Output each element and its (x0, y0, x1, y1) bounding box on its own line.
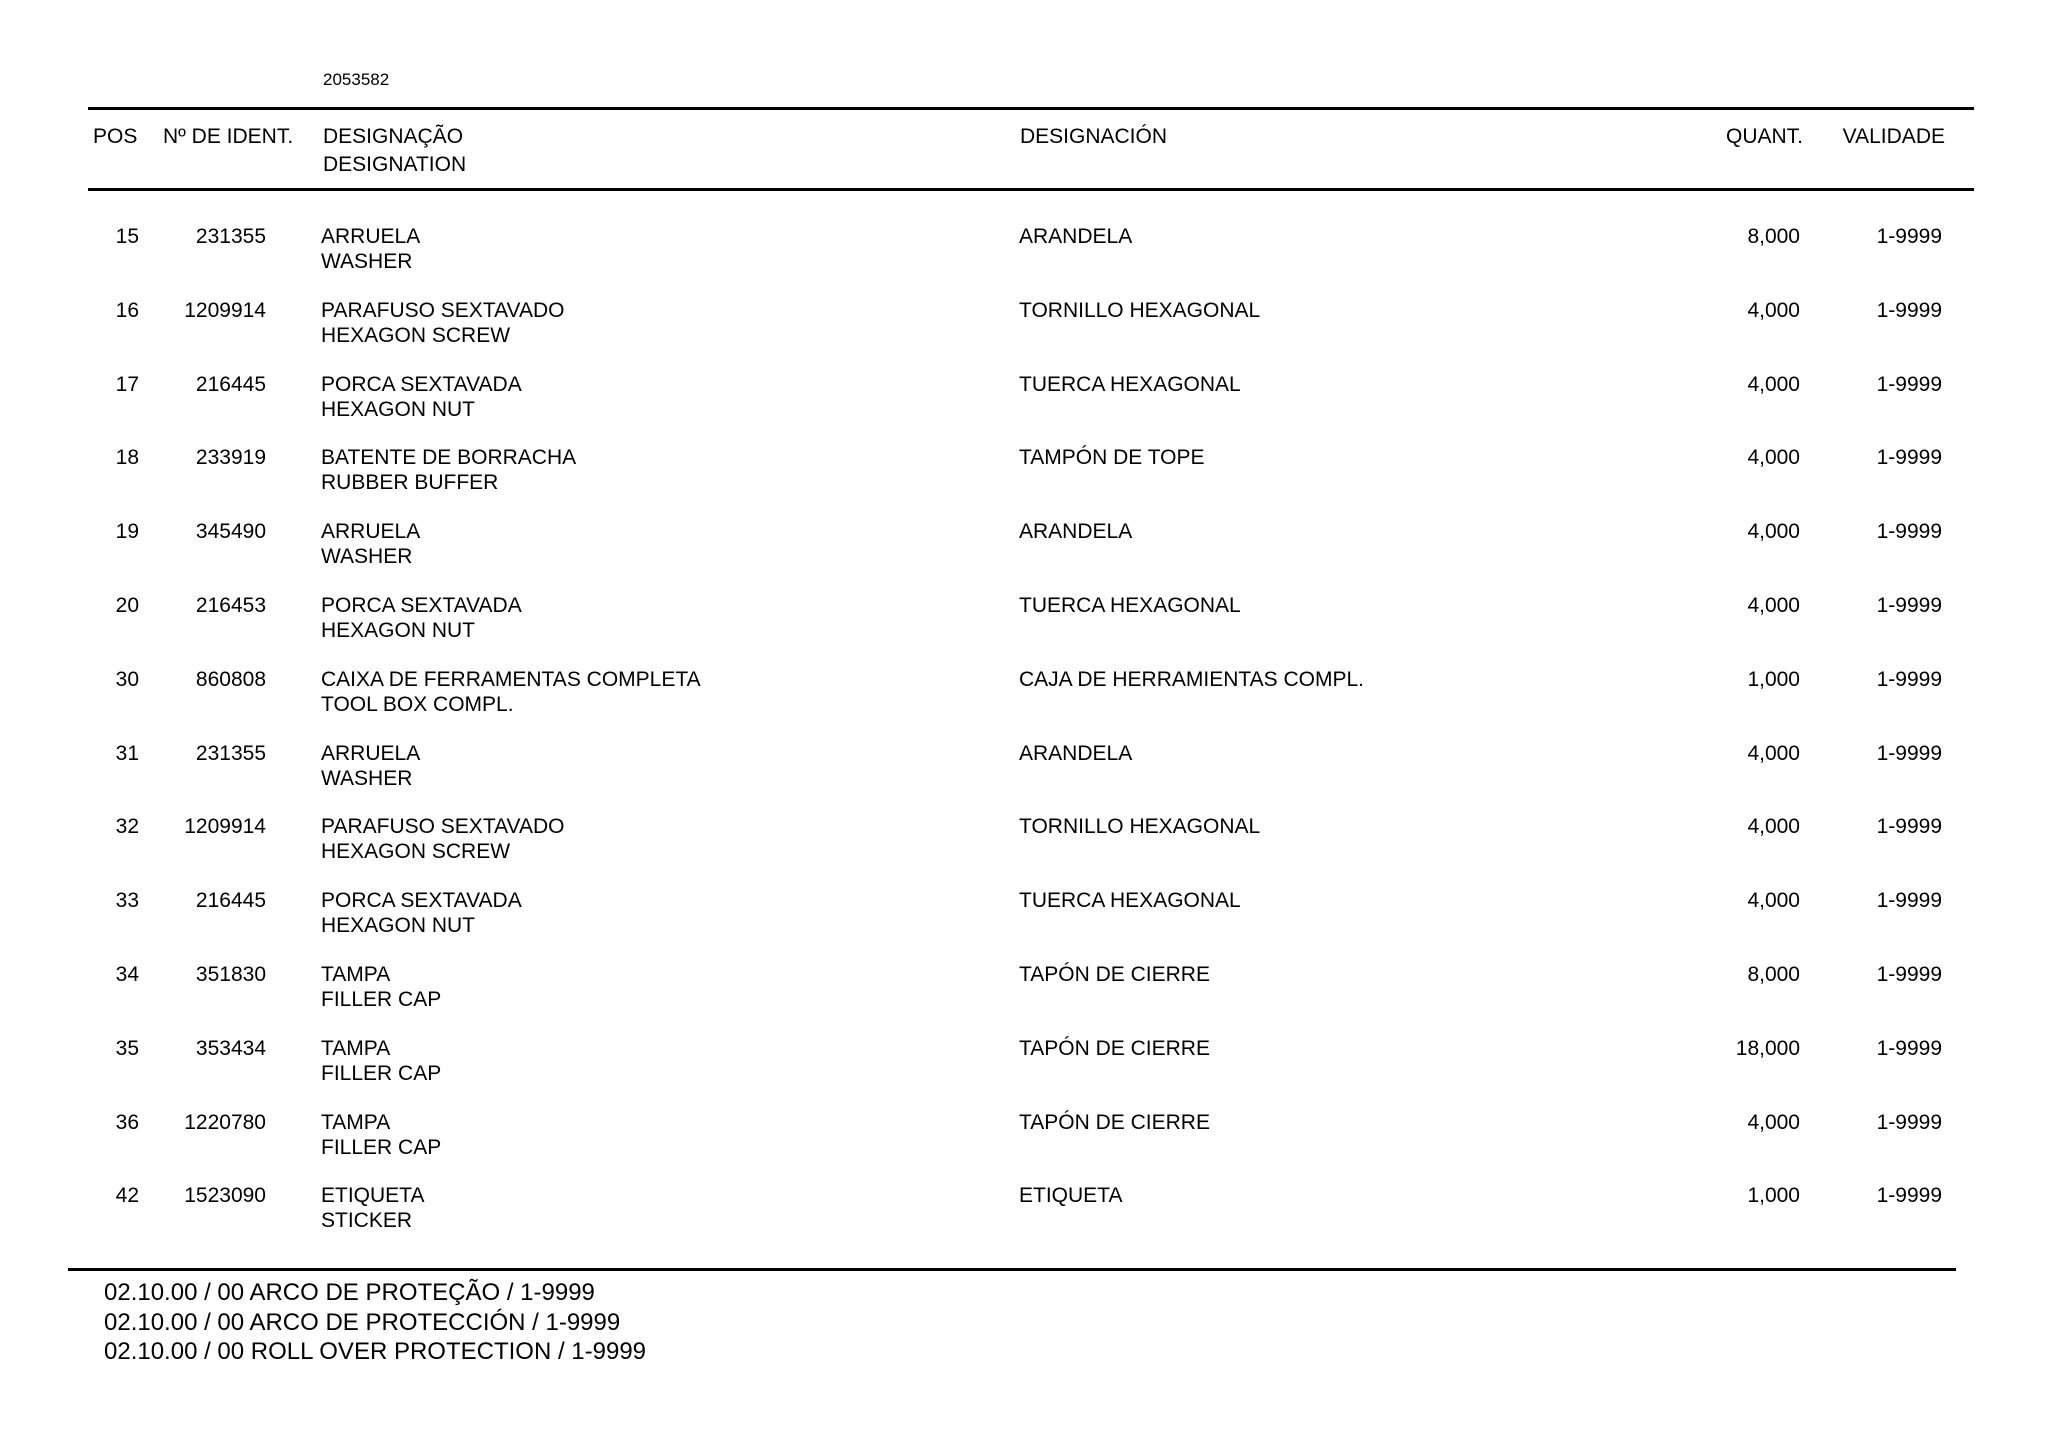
row-quantity: 18,000 (1735, 1036, 1800, 1060)
row-designacao-pt: TAMPA (321, 1110, 391, 1134)
row-designation-en: FILLER CAP (321, 1135, 442, 1159)
header-top-rule (88, 107, 1974, 110)
table-row (0, 814, 2048, 888)
row-designacao-pt: ARRUELA (321, 225, 421, 248)
row-pos: 15 (115, 225, 139, 248)
row-designation-en: HEXAGON SCREW (321, 323, 511, 347)
column-header-ident: Nº DE IDENT. (163, 125, 294, 148)
row-validity: 1-9999 (1876, 815, 1942, 839)
footer-line: 02.10.00 / 00 ARCO DE PROTECCIÓN / 1-9999 (104, 1308, 621, 1336)
row-designacion-es: ARANDELA (1019, 520, 1133, 544)
row-ident-number: 1523090 (184, 1184, 266, 1208)
row-designacion-es: TAMPÓN DE TOPE (1019, 446, 1205, 470)
row-designation-en: HEXAGON NUT (321, 914, 476, 938)
column-header-designacao (323, 123, 466, 179)
row-validity: 1-9999 (1876, 520, 1942, 544)
row-quantity: 8,000 (1747, 225, 1800, 248)
row-validity: 1-9999 (1876, 593, 1942, 617)
row-pos: 31 (115, 741, 139, 765)
table-row (0, 1036, 2048, 1110)
row-designacao-pt: CAIXA DE FERRAMENTAS COMPLETA (321, 667, 701, 691)
row-quantity: 8,000 (1747, 962, 1800, 986)
row-ident-number: 231355 (195, 225, 266, 248)
row-ident-number: 353434 (195, 1036, 266, 1060)
row-pos: 32 (115, 815, 139, 839)
row-designation-en: HEXAGON SCREW (321, 840, 511, 864)
row-ident-number: 345490 (195, 520, 266, 544)
row-designacion-es: TUERCA HEXAGONAL (1019, 593, 1241, 617)
row-quantity: 4,000 (1747, 1110, 1800, 1134)
row-designacion-es: CAJA DE HERRAMIENTAS COMPL. (1019, 667, 1365, 691)
row-ident-number: 1209914 (184, 815, 266, 839)
row-designacao-pt: PARAFUSO SEXTAVADO (321, 298, 565, 322)
row-designation-en: RUBBER BUFFER (321, 471, 499, 495)
table-row (0, 519, 2048, 593)
table-row (0, 298, 2048, 372)
column-header-designacao-pt: DESIGNAÇÃO (323, 125, 464, 148)
row-designacion-es: TUERCA HEXAGONAL (1019, 889, 1241, 913)
row-ident-number: 216453 (195, 593, 266, 617)
row-validity: 1-9999 (1876, 741, 1942, 765)
row-designacao-pt: PORCA SEXTAVADA (321, 593, 522, 617)
table-row (0, 372, 2048, 446)
row-designacion-es: TAPÓN DE CIERRE (1019, 1036, 1210, 1060)
row-validity: 1-9999 (1876, 1184, 1942, 1208)
row-designacao-pt: PORCA SEXTAVADA (321, 372, 522, 396)
document-number: 2053582 (323, 70, 390, 89)
header-bottom-rule (88, 188, 1974, 191)
row-pos: 35 (115, 1036, 139, 1060)
table-row (0, 445, 2048, 519)
row-designacion-es: TORNILLO HEXAGONAL (1019, 298, 1261, 322)
row-designation-en: WASHER (321, 250, 413, 273)
row-designacao-pt: ARRUELA (321, 741, 421, 765)
row-designation-en: TOOL BOX COMPL. (321, 692, 514, 716)
row-designacion-es: ETIQUETA (1019, 1184, 1123, 1208)
row-validity: 1-9999 (1876, 446, 1942, 470)
row-pos: 17 (115, 372, 139, 396)
row-pos: 20 (115, 593, 139, 617)
footer-line: 02.10.00 / 00 ARCO DE PROTEÇÃO / 1-9999 (104, 1279, 595, 1306)
table-row (0, 593, 2048, 667)
row-designacao-pt: PORCA SEXTAVADA (321, 889, 522, 913)
column-header-pos: POS (93, 125, 138, 148)
row-quantity: 4,000 (1747, 446, 1800, 470)
row-validity: 1-9999 (1876, 298, 1942, 322)
footer-rule (68, 1268, 1956, 1271)
column-header-designacion: DESIGNACIÓN (1020, 125, 1168, 148)
row-pos: 42 (115, 1184, 139, 1208)
column-header-quant: QUANT. (1725, 125, 1803, 148)
row-designacao-pt: BATENTE DE BORRACHA (321, 446, 577, 470)
footer-line: 02.10.00 / 00 ROLL OVER PROTECTION / 1-9999 (104, 1338, 647, 1365)
row-designacion-es: TAPÓN DE CIERRE (1019, 1110, 1210, 1134)
row-ident-number: 860808 (195, 667, 266, 691)
row-designacion-es: TUERCA HEXAGONAL (1019, 372, 1241, 396)
row-ident-number: 1209914 (184, 298, 266, 322)
row-designation-en: FILLER CAP (321, 987, 442, 1011)
row-ident-number: 1220780 (184, 1110, 266, 1134)
row-pos: 18 (115, 446, 139, 470)
row-quantity: 4,000 (1747, 593, 1800, 617)
row-pos: 19 (115, 520, 139, 544)
row-quantity: 4,000 (1747, 372, 1800, 396)
row-quantity: 1,000 (1747, 667, 1800, 691)
row-designacao-pt: TAMPA (321, 962, 391, 986)
row-validity: 1-9999 (1876, 667, 1942, 691)
column-header-designation-en: DESIGNATION (323, 153, 467, 176)
row-pos: 34 (115, 962, 139, 986)
table-row (0, 962, 2048, 1036)
row-validity: 1-9999 (1876, 1110, 1942, 1134)
table-row (0, 667, 2048, 741)
row-ident-number: 216445 (195, 889, 266, 913)
row-ident-number: 233919 (195, 446, 266, 470)
row-quantity: 4,000 (1747, 815, 1800, 839)
row-quantity: 1,000 (1747, 1184, 1800, 1208)
row-designation-en: STICKER (321, 1209, 413, 1233)
row-designation-en: WASHER (321, 545, 413, 569)
row-quantity: 4,000 (1747, 520, 1800, 544)
row-designation-en: HEXAGON NUT (321, 618, 476, 642)
row-designacion-es: TAPÓN DE CIERRE (1019, 962, 1210, 986)
assembly-footer (104, 1278, 646, 1367)
table-row (0, 1110, 2048, 1184)
row-validity: 1-9999 (1876, 1036, 1942, 1060)
row-designation-en: HEXAGON NUT (321, 397, 476, 421)
table-row (0, 1183, 2048, 1257)
row-designacao-pt: TAMPA (321, 1036, 391, 1060)
row-quantity: 4,000 (1747, 298, 1800, 322)
row-validity: 1-9999 (1876, 225, 1942, 248)
row-pos: 36 (115, 1110, 139, 1134)
row-ident-number: 216445 (195, 372, 266, 396)
table-row (0, 224, 2048, 298)
row-validity: 1-9999 (1876, 889, 1942, 913)
row-designacao-pt: ETIQUETA (321, 1184, 425, 1208)
row-designacion-es: TORNILLO HEXAGONAL (1019, 815, 1261, 839)
row-designation-en: FILLER CAP (321, 1061, 442, 1085)
row-ident-number: 231355 (195, 741, 266, 765)
row-quantity: 4,000 (1747, 741, 1800, 765)
row-designacion-es: ARANDELA (1019, 225, 1133, 248)
table-row (0, 888, 2048, 962)
row-pos: 30 (115, 667, 139, 691)
column-header-validade: VALIDADE (1842, 125, 1945, 148)
row-validity: 1-9999 (1876, 962, 1942, 986)
parts-table-body (0, 224, 2048, 1257)
row-designacao-pt: PARAFUSO SEXTAVADO (321, 815, 565, 839)
row-ident-number: 351830 (195, 962, 266, 986)
row-designation-en: WASHER (321, 766, 413, 790)
row-quantity: 4,000 (1747, 889, 1800, 913)
table-row (0, 741, 2048, 815)
row-pos: 33 (115, 889, 139, 913)
row-pos: 16 (115, 298, 139, 322)
row-designacion-es: ARANDELA (1019, 741, 1133, 765)
row-validity: 1-9999 (1876, 372, 1942, 396)
row-designacao-pt: ARRUELA (321, 520, 421, 544)
